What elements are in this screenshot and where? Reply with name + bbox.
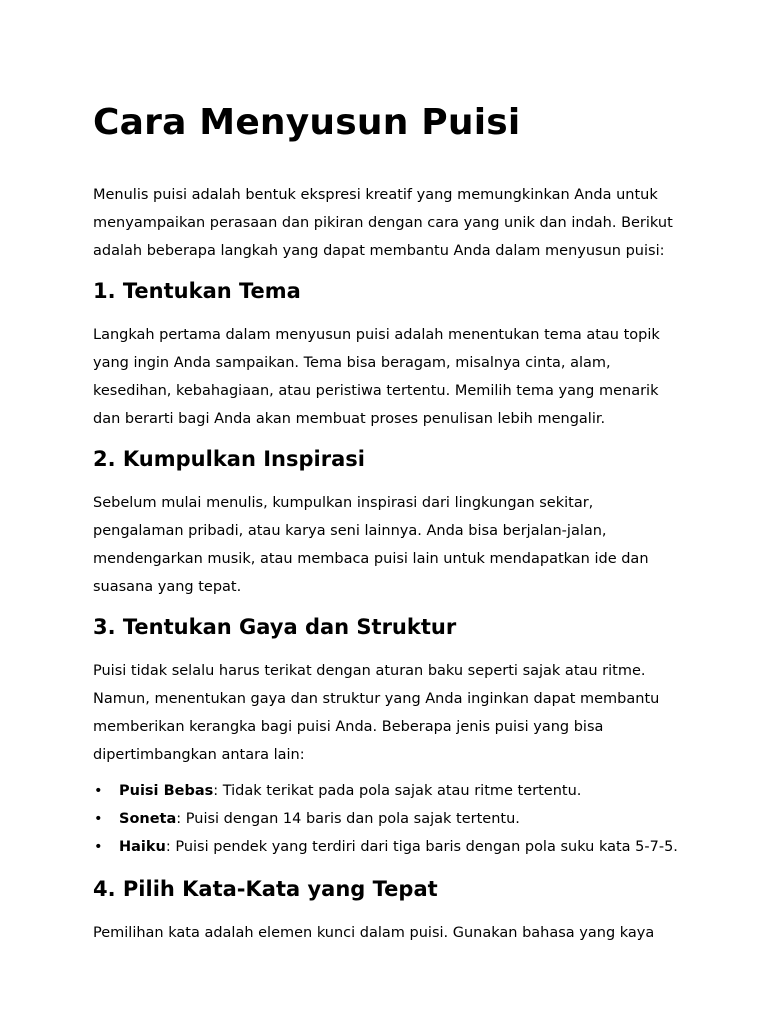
poem-types-list	[93, 777, 683, 861]
section-paragraph-kata-kata: Pemilihan kata adalah elemen kunci dalam puisi. Gunakan bahasa yang kaya	[93, 925, 655, 941]
list-item-term: Haiku	[119, 839, 166, 855]
list-item-desc: : Tidak terikat pada pola sajak atau ritme tertentu.	[213, 783, 582, 799]
section-heading-tema: 1. Tentukan Tema	[93, 279, 301, 303]
bullet-icon: •	[94, 839, 103, 855]
section-paragraph-tema: Langkah pertama dalam menyusun puisi adalah menentukan tema atau topik yang ingin Anda sampaikan. Tema bisa beragam, misalnya cinta, alam, kesedihan, kebahagiaan, atau peristiwa tertentu. Memilih tema yang menarik dan berarti bagi Anda akan membuat proses penulisan lebih mengalir.	[93, 327, 660, 427]
section-heading-kata-kata: 4. Pilih Kata-Kata yang Tepat	[93, 877, 438, 901]
bullet-icon: •	[94, 783, 103, 799]
section-heading-inspirasi: 2. Kumpulkan Inspirasi	[93, 447, 365, 471]
intro-paragraph: Menulis puisi adalah bentuk ekspresi kreatif yang memungkinkan Anda untuk menyampaikan perasaan dan pikiran dengan cara yang unik dan indah. Berikut adalah beberapa langkah yang dapat membantu Anda dalam menyusun puisi:	[93, 187, 673, 259]
list-item	[93, 833, 683, 861]
list-item	[93, 805, 683, 833]
section-paragraph-inspirasi: Sebelum mulai menulis, kumpulkan inspirasi dari lingkungan sekitar, pengalaman pribadi, atau karya seni lainnya. Anda bisa berjalan-jalan, mendengarkan musik, atau membaca puisi lain untuk mendapatkan ide dan suasana yang tepat.	[93, 495, 649, 595]
list-item-desc: : Puisi dengan 14 baris dan pola sajak tertentu.	[176, 811, 520, 827]
list-item-term: Puisi Bebas	[119, 783, 214, 799]
list-item-desc: : Puisi pendek yang terdiri dari tiga baris dengan pola suku kata 5-7-5.	[165, 839, 678, 855]
bullet-icon: •	[94, 811, 103, 827]
document-title: Cara Menyusun Puisi	[93, 102, 521, 143]
section-heading-gaya-struktur: 3. Tentukan Gaya dan Struktur	[93, 615, 457, 639]
document-page	[93, 97, 683, 957]
section-paragraph-gaya-struktur: Puisi tidak selalu harus terikat dengan aturan baku seperti sajak atau ritme. Namun, menentukan gaya dan struktur yang Anda inginkan dapat membantu memberikan kerangka bagi puisi Anda. Beberapa jenis puisi yang bisa dipertimbangkan antara lain:	[93, 663, 660, 763]
list-item-term: Soneta	[119, 811, 177, 827]
list-item	[93, 777, 683, 805]
